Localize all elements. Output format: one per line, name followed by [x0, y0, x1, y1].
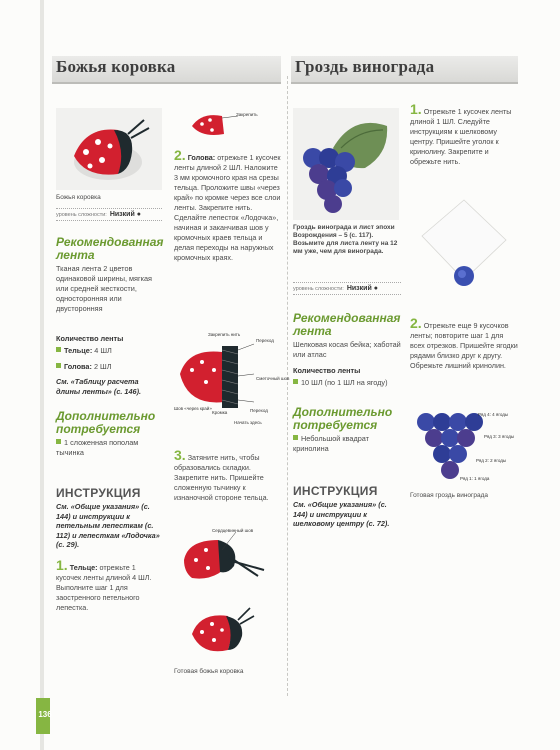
- grapes-photo-caption: Гроздь винограда и лист эпохи Возрождения – 5 (с. 117). Возьмите для листа ленту на 12 мм уже, чем для винограда.: [293, 224, 398, 255]
- diagram-label-secure: Закрепить: [236, 112, 258, 117]
- grapes-instructions-sub: См. «Общие указания» (с. 144) и инструкции к шелковому центру (с. 72).: [293, 500, 390, 528]
- row-label-1: Ряд 1: 1 ягода: [460, 476, 490, 481]
- diagram-label-transition-2: Переход: [250, 408, 268, 413]
- right-header-title: Гроздь винограда: [295, 57, 435, 76]
- ladybug-recommended-text: Тканая лента 2 цветов одинаковой ширины, мягкая или средней жесткости, односторонняя или двусторонняя: [56, 264, 152, 313]
- left-header-title: Божья коровка: [56, 57, 176, 76]
- level-value: Низкий: [109, 211, 135, 218]
- crinoline-diagram: [418, 196, 508, 304]
- ladybug-photo-caption: Божья коровка: [56, 194, 101, 201]
- column-divider: [287, 76, 288, 696]
- step-number: 1.: [56, 557, 68, 573]
- right-header-bar: [291, 56, 518, 84]
- bullet-icon: [56, 347, 61, 352]
- grapes-additional-title: Дополнительно потребуется: [293, 405, 393, 432]
- crinoline-diagram-illustration: [418, 196, 508, 304]
- final-ladybug-illustration: [188, 604, 260, 660]
- diagram-label-transition: Переход: [256, 338, 274, 343]
- ladybug-additional-item: 1 сложенная пополам тычинка: [56, 438, 139, 457]
- grapes-final-caption: Готовая гроздь винограда: [410, 492, 489, 499]
- step-number: 3.: [174, 447, 186, 463]
- diagram-label-running-stitch: Сметочный шов: [256, 376, 290, 381]
- grapes-recommended-title: Рекомендованная лента: [293, 311, 401, 338]
- ladybug-final-caption: Готовая божья коровка: [174, 668, 244, 675]
- grapes-step1: 1. Отрежьте 1 кусочек ленты длиной 1 ШЛ. Следуйте инструкциям к шелковому центру. Пришейте уголок к кринолину. Закрепите и обрежьте нить.: [410, 101, 512, 166]
- ladybug-step1: 1. Тельце: отрежьте 1 кусочек ленты длиной 4 ШЛ. Выполните шаг 1 для заостренного петельного лепестка.: [56, 557, 152, 612]
- ladybug-table-ref: См. «Таблицу расчета длины ленты» (с. 146).: [56, 377, 142, 396]
- difficulty-icon: ●: [136, 211, 142, 218]
- grapes-recommended-text: Шелковая косая бейка; хаботай или атлас: [293, 340, 401, 359]
- ladybug-quantity-item-body: Тельце: 4 ШЛ: [56, 346, 162, 356]
- ladybug-additional-title: Дополнительно потребуется: [56, 409, 156, 436]
- bullet-icon: [293, 435, 298, 440]
- grapes-instructions-title: ИНСТРУКЦИЯ: [293, 484, 378, 498]
- ladybug-quantity-item-head: Голова: 2 ШЛ: [56, 362, 162, 372]
- ladybug-level-row: [56, 208, 162, 221]
- level-label: уровень сложности:: [56, 212, 107, 218]
- gather-diagram-illustration: [178, 526, 274, 584]
- ladybug-step2: 2. Голова: отрежьте 1 кусочек ленты длиной 2 ШЛ. Наложите 3 мм кромочного края на срезы тельца. Проложите швы «через край» по кромке через все слои ленты. Закрепите нить. Сделайте лепесток «Лодочка», начиная и заканчивая шов у кромочных краев тельца и делая переходы на наружных кромочных краях.: [174, 147, 281, 262]
- ladybug-diagram-gather: [178, 526, 274, 584]
- ladybug-recommended-title: Рекомендованная лента: [56, 235, 164, 262]
- ladybug-photo-illustration: [56, 108, 162, 190]
- grapes-photo: [293, 108, 399, 220]
- row-label-4: Ряд 4: 4 ягоды: [478, 412, 509, 417]
- grapes-level-row: [293, 282, 401, 295]
- diagram-label-secure-thread: Закрепить нить: [208, 332, 241, 337]
- ladybug-instructions-sub: См. «Общие указания» (с. 144) и инструкции к петельным лепесткам (с. 112) и лепесткам «Лодочка» (с. 29).: [56, 502, 160, 549]
- grapes-additional-item: Небольшой квадрат кринолина: [293, 434, 369, 453]
- grapes-quantity-title: Количество ленты: [293, 366, 361, 375]
- grapes-quantity-item: 10 ШЛ (по 1 ШЛ на ягоду): [293, 378, 401, 388]
- difficulty-icon: ●: [373, 285, 379, 292]
- bullet-icon: [56, 363, 61, 368]
- left-margin-strip: [40, 0, 44, 750]
- diagram-label-center-stitch: Сердцевинный шов: [212, 528, 254, 533]
- step-number: 1.: [410, 101, 422, 117]
- ladybug-instructions-title: ИНСТРУКЦИЯ: [56, 486, 141, 500]
- grapes-photo-illustration: [293, 108, 399, 220]
- step-number: 2.: [174, 147, 186, 163]
- step-number: 2.: [410, 315, 422, 331]
- ladybug-quantity-title: Количество ленты: [56, 334, 124, 343]
- level-label: уровень сложности:: [293, 286, 344, 292]
- ladybug-final-illustration: [188, 604, 260, 660]
- ladybug-step3: 3. Затяните нить, чтобы образовались складки. Закрепите нить. Пришейте сложенную тычинку к изнаночной стороне тельца.: [174, 447, 269, 502]
- ladybug-photo: [56, 108, 162, 190]
- diagram-label-start-here: Начать здесь: [234, 420, 262, 425]
- bullet-icon: [293, 379, 298, 384]
- level-value: Низкий: [346, 285, 372, 292]
- left-header-bar: [52, 56, 281, 84]
- grapes-step2: 2. Отрежьте еще 9 кусочков ленты; повторите шаг 1 для всех отрезков. Пришейте ягодки рядами близко друг к другу. Обрежьте лишний кринолин.: [410, 315, 518, 370]
- diagram-label-whipstitch: Шов «через край»: [174, 406, 212, 411]
- page-number: 136: [38, 710, 52, 719]
- bullet-icon: [56, 439, 61, 444]
- diagram-label-edge: Кромка: [212, 410, 228, 415]
- row-label-2: Ряд 2: 2 ягоды: [476, 458, 507, 463]
- row-label-3: Ряд 3: 3 ягоды: [484, 434, 515, 439]
